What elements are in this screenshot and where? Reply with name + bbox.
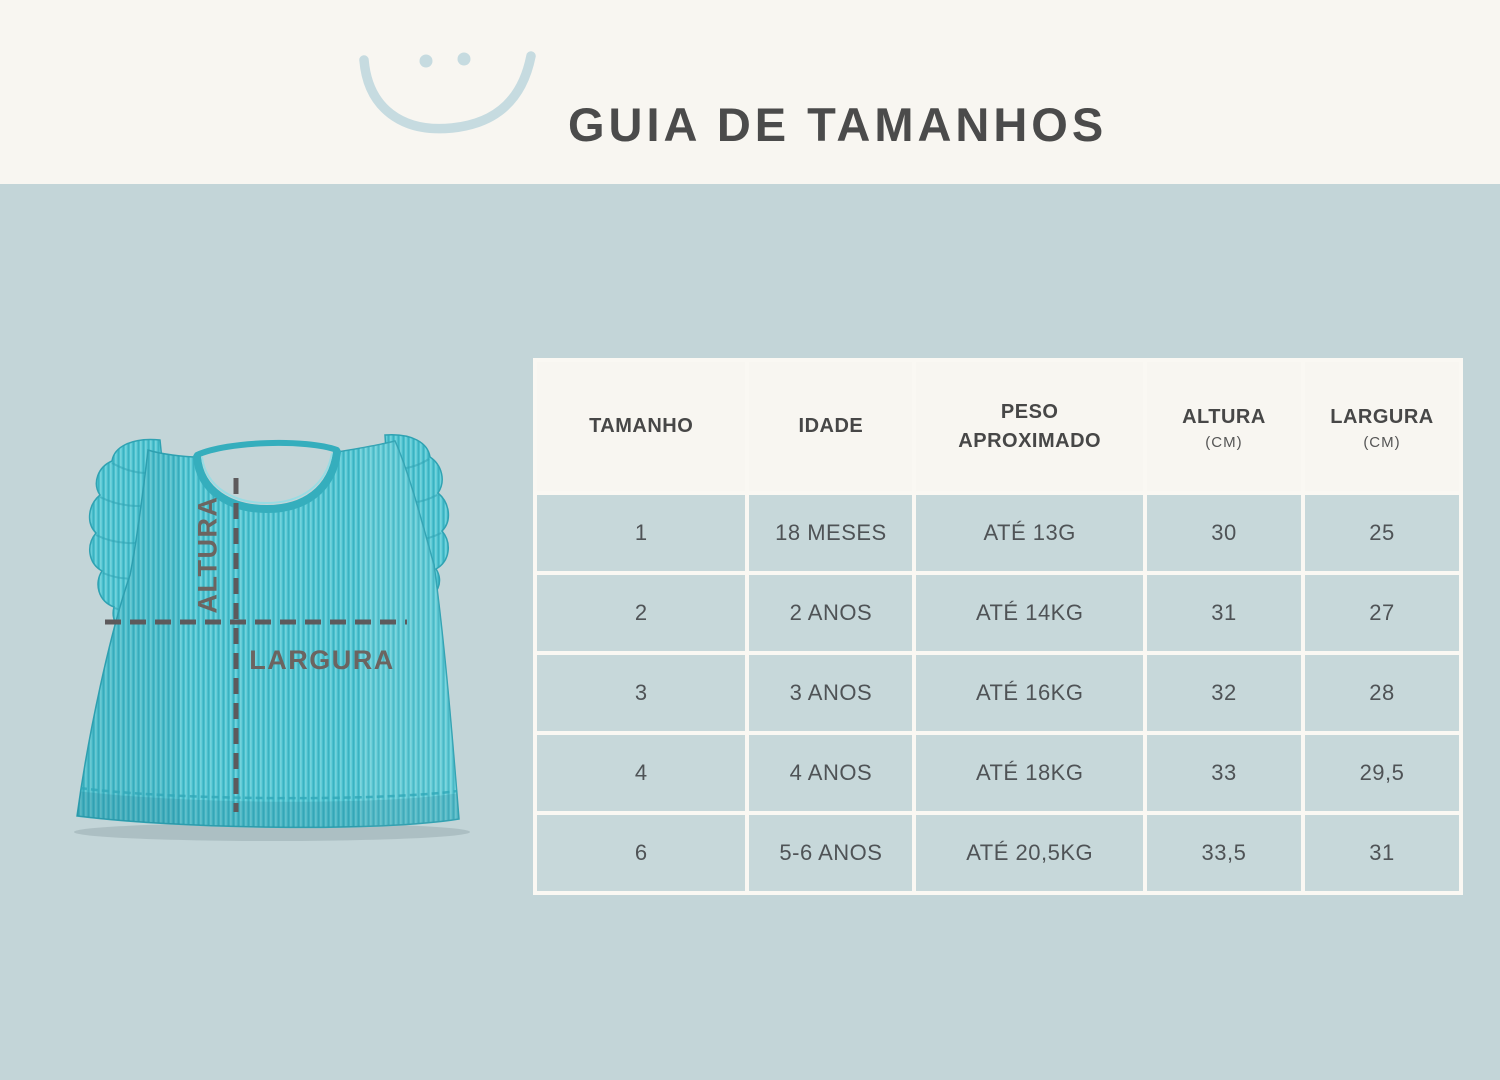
cell-tamanho: 3 — [537, 655, 745, 731]
cell-largura: 31 — [1305, 815, 1459, 891]
cell-peso: ATÉ 20,5KG — [916, 815, 1143, 891]
cell-idade: 3 ANOS — [749, 655, 912, 731]
largura-label: LARGURA — [249, 645, 395, 675]
smiley-icon — [352, 28, 552, 158]
cell-altura: 33 — [1147, 735, 1301, 811]
cell-tamanho: 6 — [537, 815, 745, 891]
col-header-largura: LARGURA (CM) — [1305, 362, 1459, 491]
cell-altura: 33,5 — [1147, 815, 1301, 891]
cell-peso: ATÉ 18KG — [916, 735, 1143, 811]
cell-altura: 32 — [1147, 655, 1301, 731]
shirt-photo — [60, 395, 490, 845]
cell-peso: ATÉ 16KG — [916, 655, 1143, 731]
table-row — [537, 815, 1459, 891]
cell-largura: 27 — [1305, 575, 1459, 651]
cell-peso: ATÉ 13G — [916, 495, 1143, 571]
table-row — [537, 735, 1459, 811]
cell-idade: 18 MESES — [749, 495, 912, 571]
col-header-tamanho: TAMANHO — [537, 362, 745, 491]
cell-largura: 28 — [1305, 655, 1459, 731]
cell-altura: 30 — [1147, 495, 1301, 571]
altura-label: ALTURA — [192, 495, 223, 614]
cell-largura: 25 — [1305, 495, 1459, 571]
size-table — [533, 358, 1463, 895]
col-header-peso: PESO APROXIMADO — [916, 362, 1143, 491]
col-header-idade: IDADE — [749, 362, 912, 491]
col-header-altura: ALTURA (CM) — [1147, 362, 1301, 491]
cell-altura: 31 — [1147, 575, 1301, 651]
table-row — [537, 655, 1459, 731]
cell-tamanho: 2 — [537, 575, 745, 651]
table-header-row — [537, 362, 1459, 491]
table-row — [537, 495, 1459, 571]
cell-idade: 4 ANOS — [749, 735, 912, 811]
page-title: GUIA DE TAMANHOS — [568, 98, 1108, 152]
cell-peso: ATÉ 14KG — [916, 575, 1143, 651]
cell-tamanho: 1 — [537, 495, 745, 571]
shirt-measurement-figure — [60, 395, 490, 845]
cell-tamanho: 4 — [537, 735, 745, 811]
cell-idade: 2 ANOS — [749, 575, 912, 651]
cell-largura: 29,5 — [1305, 735, 1459, 811]
table-row — [537, 575, 1459, 651]
cell-idade: 5-6 ANOS — [749, 815, 912, 891]
header-band — [0, 0, 1500, 184]
